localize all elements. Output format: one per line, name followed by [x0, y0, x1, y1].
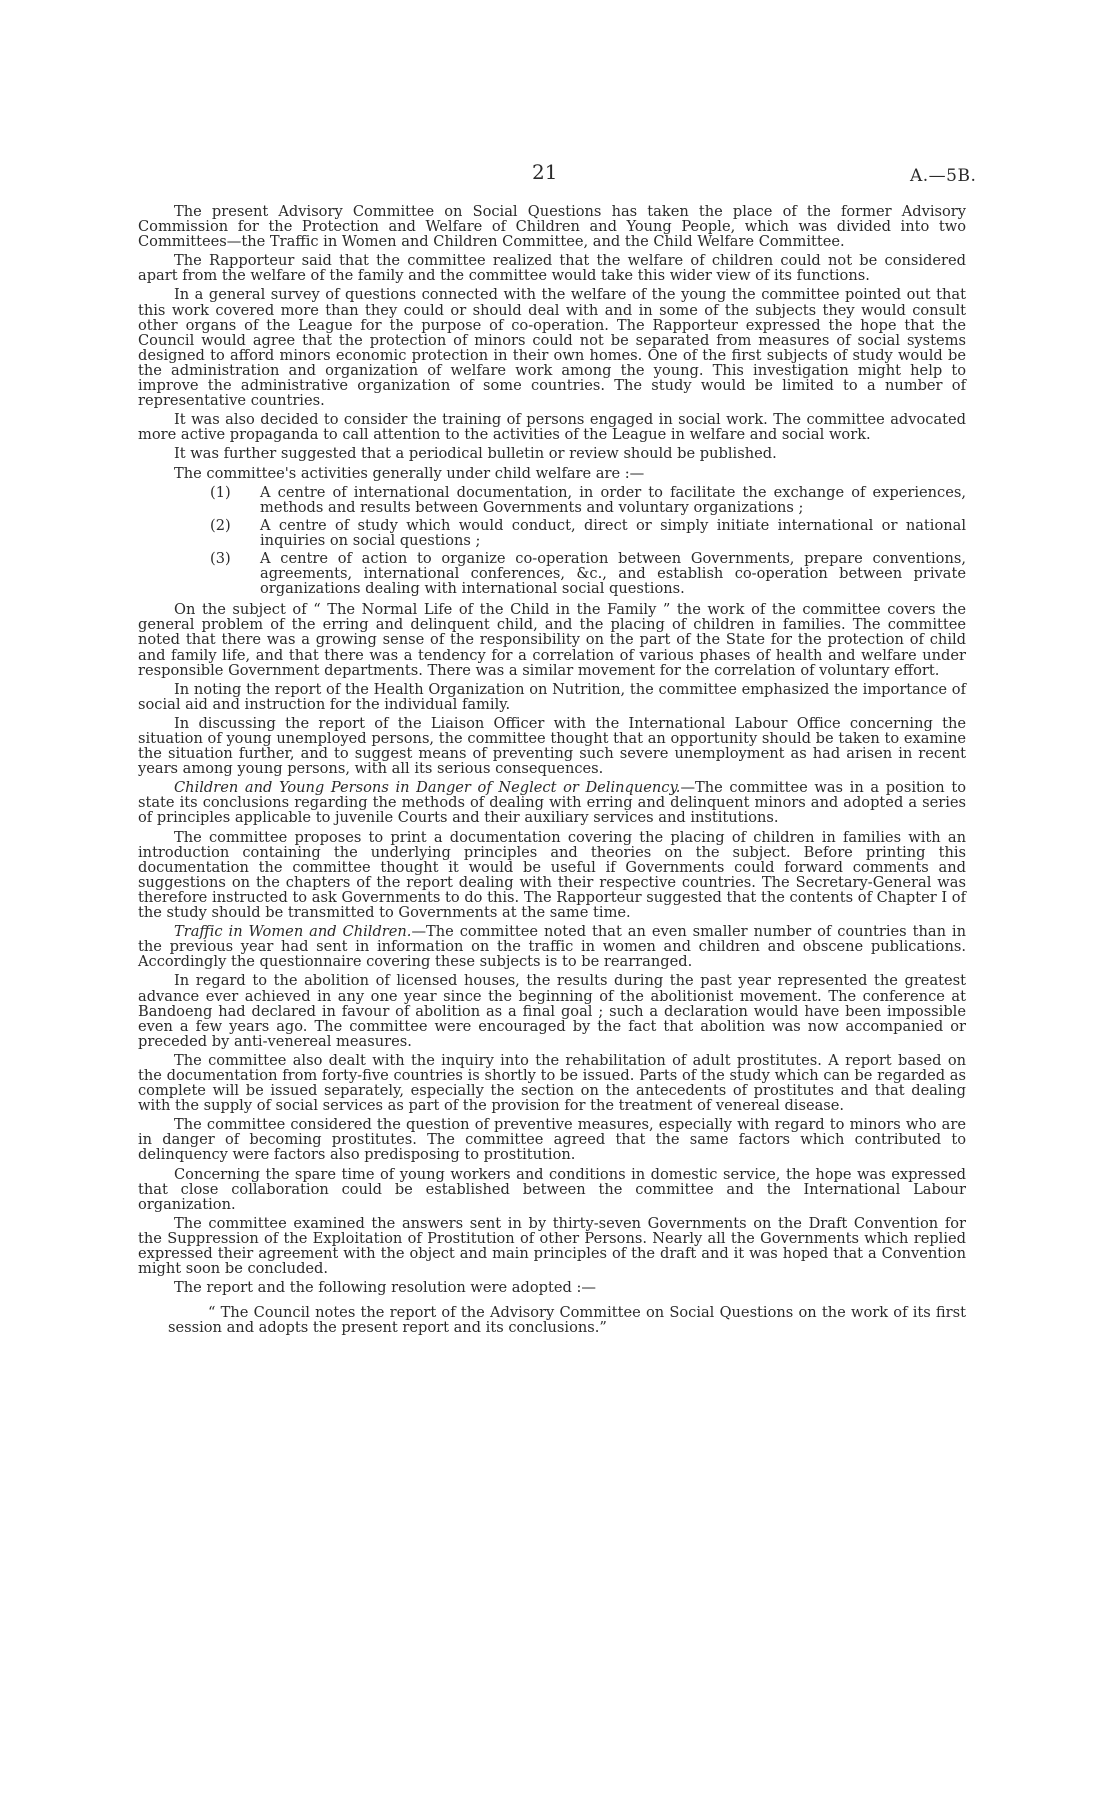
paragraph-documentation: The committee proposes to print a documentation covering the placing of children in families with an introduction containing the underlying principles and theories on the subject. Before printing this documentation the committee thought it would be useful if Governments could forward comments and suggestions on the chapters of the report dealing with their respective countries. The Secretary-General was therefore instructed to ask Governments to do this. The Rapporteur suggested that the contents of Chapter I of the study should be transmitted to Governments at the same time.	[138, 828, 966, 922]
list-item-number: (3)	[210, 549, 231, 567]
paragraph-traffic	[138, 924, 966, 969]
list-item-text: A centre of international documentation, in order to facilitate the exchange of experiences, methods and results between Governments and voluntary organizations ;	[260, 483, 966, 516]
list-item	[138, 518, 966, 548]
body-text	[138, 204, 966, 1335]
paragraph-neglect-delinquency	[138, 780, 966, 825]
list-item-number: (2)	[210, 516, 231, 534]
paragraph-normal-life: On the subject of “ The Normal Life of the Child in the Family ” the work of the committee covers the general problem of the erring and delinquent child, and the placing of children in families. The committee noted that there was a growing sense of the responsibility on the part of the State for the protection of child and family life, and that there was a tendency for a correlation of various phases of health and welfare under responsible Government departments. There was a similar movement for the correlation of voluntary effort.	[138, 601, 966, 679]
section-heading: Traffic in Women and Children.	[174, 923, 412, 941]
resolution-quote: “ The Council notes the report of the Advisory Committee on Social Questions on the work of its first session and adopts the present report and its conclusions.”	[168, 1304, 966, 1337]
section-heading: Children and Young Persons in Danger of Neglect or Delinquency.	[174, 779, 681, 797]
paragraph-licensed-houses: In regard to the abolition of licensed houses, the results during the past year represented the greatest advance ever achieved in any one year since the beginning of the abolitionist movement. The conference at Bandoeng had declared in favour of abolition as a final goal ; such a declaration would have been impossible even a few years ago. The committee were encouraged by the fact that abolition was now accompanied or preceded by anti-venereal measures.	[138, 972, 966, 1050]
list-item-text: A centre of action to organize co-operation between Governments, prepare conventions, agreements, international conferences, &c., and establish co-operation between private organizations dealing with international social questions.	[260, 549, 966, 598]
paragraph-nutrition: In noting the report of the Health Organization on Nutrition, the committee emphasized the importance of social aid and instruction for the individual family.	[138, 680, 966, 713]
document-reference: A.—5B.	[910, 166, 977, 186]
paragraph-text: —The committee noted that an even smaller number of countries than in the previous year had sent in information on the traffic in women and children and obscene publications. Accordingly the questionnaire covering these subjects is to be rearranged.	[138, 923, 966, 971]
list-item-text: A centre of study which would conduct, direct or simply initiate international or national inquiries on social questions ;	[260, 516, 966, 549]
paragraph-preventive-measures: The committee considered the question of preventive measures, especially with regard to minors who are in danger of becoming prostitutes. The committee agreed that the same factors which contributed to delinquency were factors also predisposing to prostitution.	[138, 1116, 966, 1164]
paragraph-unemployed: In discussing the report of the Liaison Officer with the International Labour Office concerning the situation of young unemployed persons, the committee thought that an opportunity should be taken to examine the situation further, and to suggest means of preventing such severe unemployment as had arisen in recent years among young persons, with all its serious consequences.	[138, 714, 966, 778]
list-item	[138, 551, 966, 596]
paragraph-bulletin: It was further suggested that a periodical bulletin or review should be published.	[174, 445, 777, 463]
activities-list	[138, 485, 966, 597]
paragraph-advisory-committee: The present Advisory Committee on Social Questions has taken the place of the former Advisory Commission for the Protection and Welfare of Children and Young People, which was divided into two Committees—the Traffic in Women and Children Committee, and the Child Welfare Committee.	[138, 203, 966, 251]
paragraph-activities-intro: The committee's activities generally under child welfare are :—	[174, 464, 645, 482]
list-item-number: (1)	[210, 483, 231, 501]
paragraph-general-survey: In a general survey of questions connected with the welfare of the young the committee pointed out that this work covered more than they could or should deal with and in some of the subjects they would consult other organs of the League for the purpose of co-operation. The Rapporteur expressed the hope that the Council would agree that the protection of minors could not be separated from measures of social systems designed to afford minors economic protection in their own homes. One of the first subjects of study would be the administration and organization of welfare work among the young. This investigation might help to improve the administrative organization of some countries. The study would be limited to a number of representative countries.	[138, 286, 966, 410]
list-item	[138, 485, 966, 515]
paragraph-draft-convention: The committee examined the answers sent in by thirty-seven Governments on the Draft Convention for the Suppression of the Exploitation of Prostitution of other Persons. Nearly all the Governments which replied expressed their agreement with the object and main principles of the draft and it was hoped that a Convention might soon be concluded.	[138, 1214, 966, 1278]
page-number: 21	[532, 160, 558, 184]
paragraph-resolution-intro: The report and the following resolution were adopted :—	[174, 1279, 596, 1297]
paragraph-rehabilitation: The committee also dealt with the inquiry into the rehabilitation of adult prostitutes. A report based on the documentation from forty-five countries is shortly to be issued. Parts of the study which can be regarded as complete will be issued separately, especially the section on the antecedents of prostitutes and that dealing with the supply of social services as part of the provision for the treatment of venereal disease.	[138, 1051, 966, 1115]
paragraph-training: It was also decided to consider the training of persons engaged in social work. The committee advocated more active propaganda to call attention to the activities of the League in welfare and social work.	[138, 411, 966, 444]
paragraph-rapporteur-welfare: The Rapporteur said that the committee realized that the welfare of children could not be considered apart from the welfare of the family and the committee would take this wider view of its functions.	[138, 252, 966, 285]
paragraph-text: —The committee was in a position to state its conclusions regarding the methods of dealing with erring and delinquent minors and adopted a series of principles applicable to juvenile Courts and their auxiliary services and institutions.	[138, 779, 966, 827]
paragraph-spare-time: Concerning the spare time of young workers and conditions in domestic service, the hope was expressed that close collaboration could be established between the committee and the International Labour organization.	[138, 1165, 966, 1213]
